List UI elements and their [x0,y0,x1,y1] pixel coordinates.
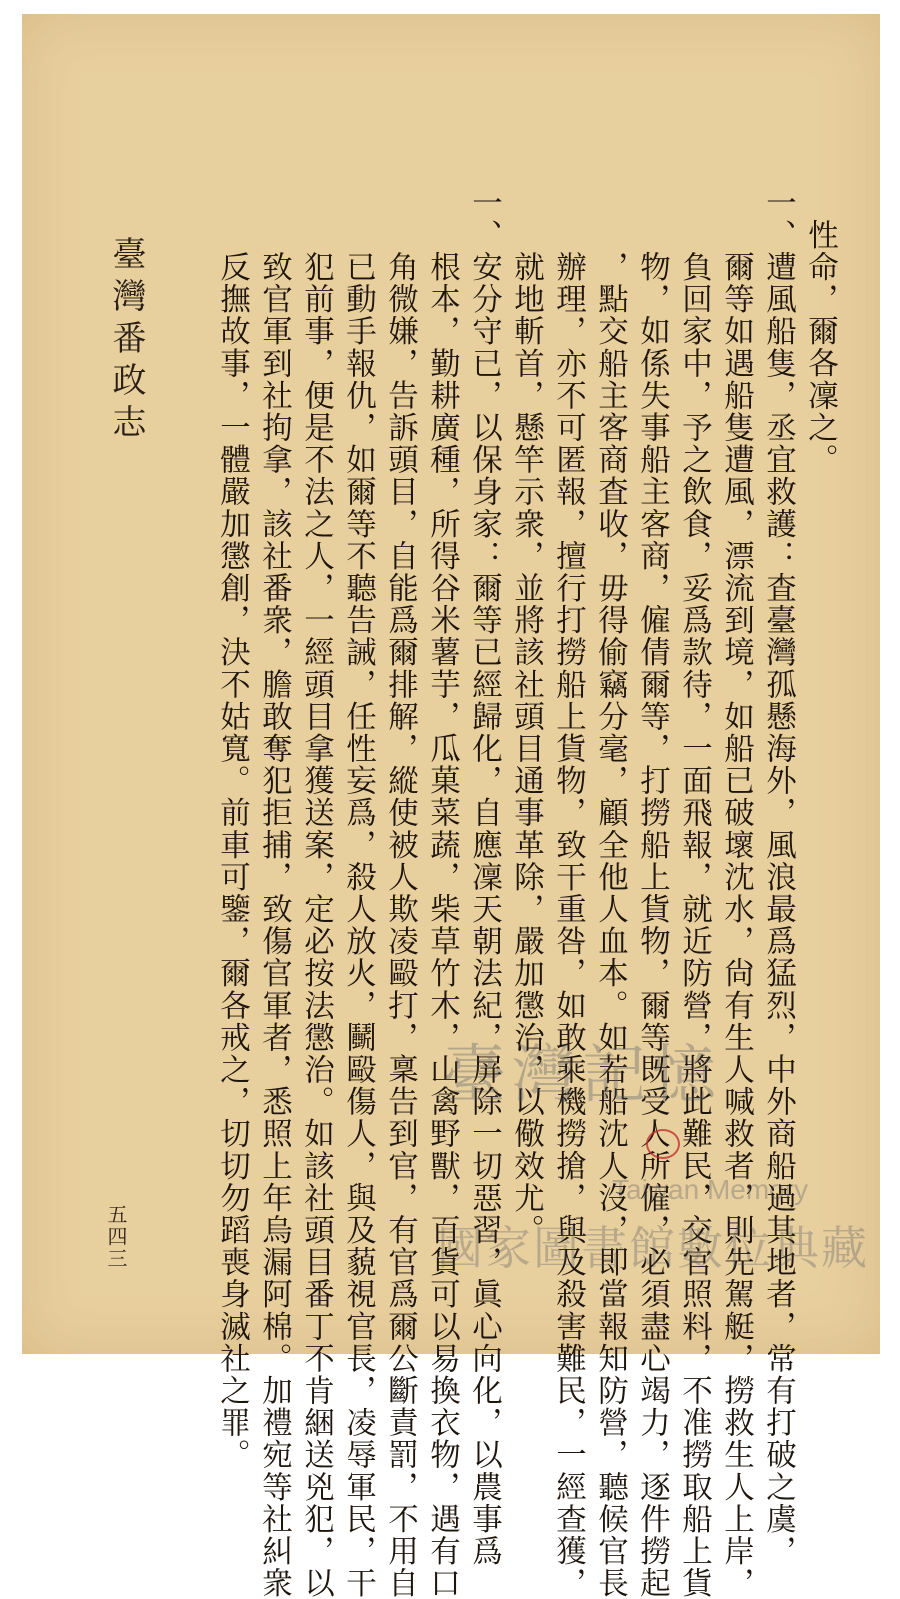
watermark-subtitle: Taiwan Memory [612,1174,809,1205]
watermark-title: 臺灣記憶 [442,1039,722,1113]
red-ink-circle [646,1129,680,1159]
text-line: 負回家中，予之飲食，妥爲款待，一面飛報，就近防營，將此難民，交官照料，不准撈取船上貨 [676,187,712,1599]
text-line: 就地斬首，懸竿示衆，並將該社頭目通事革除，嚴加懲治，以儆效尤。 [508,187,544,1247]
text-line: 一、遭風船隻，丞宜救護：査臺灣孤懸海外，風浪最爲猛烈，中外商船過其地者，常有打破之虞， [760,187,796,1568]
text-line: 辦理，亦不可匿報，擅行打撈船上貨物，致干重咎，如敢乘機撈搶，與及殺害難民，一經查獲， [550,187,586,1599]
text-line: ，點交船主客商査收，毋得偷竊分毫，顧全他人血本。如若船沈人沒，即當報知防營，聽候官長 [592,187,628,1599]
text-line: 物，如係失事船主客商，僱倩爾等，打撈船上貨物，爾等既受人所僱，必須盡心竭力，逐件撈起 [634,187,670,1599]
text-line: 已動手報仇，如爾等不聽告誡，任性妄爲，殺人放火，鬭毆傷人，與及藐視官長，凌辱軍民，干 [340,187,376,1599]
text-line: 根本，勤耕廣種，所得谷米薯芋，瓜菓菜蔬，柴草竹木，山禽野獸，百貨可以易換衣物，遇有口 [424,187,460,1599]
page-number: 五四三 [104,1204,128,1270]
document-page [22,14,880,1599]
text-line: 反撫故事，一體嚴加懲創，決不姑寬。前車可鑒，爾各戒之，切切勿蹈喪身滅社之罪。 [214,187,250,1471]
watermark-library: 國家圖書館數位典藏 [437,1221,869,1275]
text-line: 一、安分守已，以保身家：爾等已經歸化，自應凜天朝法紀，屏除一切惡習，眞心向化，以農事爲 [466,187,502,1568]
text-line: 性命，爾各凜之。 [802,219,838,476]
text-line: 爾等如遇船隻遭風，漂流到境，如船已破壞沈水，尙有生人喊救者，則先駕艇，撈救生人上岸， [718,187,754,1599]
text-line: 角微嫌，告訴頭目，自能爲爾排解，縱使被人欺凌毆打，稟告到官，有官爲爾公斷責罰，不用自 [382,187,418,1599]
book-title: 臺灣番政志 [106,236,146,446]
text-line: 致官軍到社拘拿，該社番衆，膽敢奪犯拒捕，致傷官軍者，悉照上年烏漏阿棉。加禮宛等社糾衆 [256,187,292,1599]
text-line: 犯前事，便是不法之人，一經頭目拿獲送案，定必按法懲治。如該社頭目番丁不肯綑送兇犯，以 [298,187,334,1599]
